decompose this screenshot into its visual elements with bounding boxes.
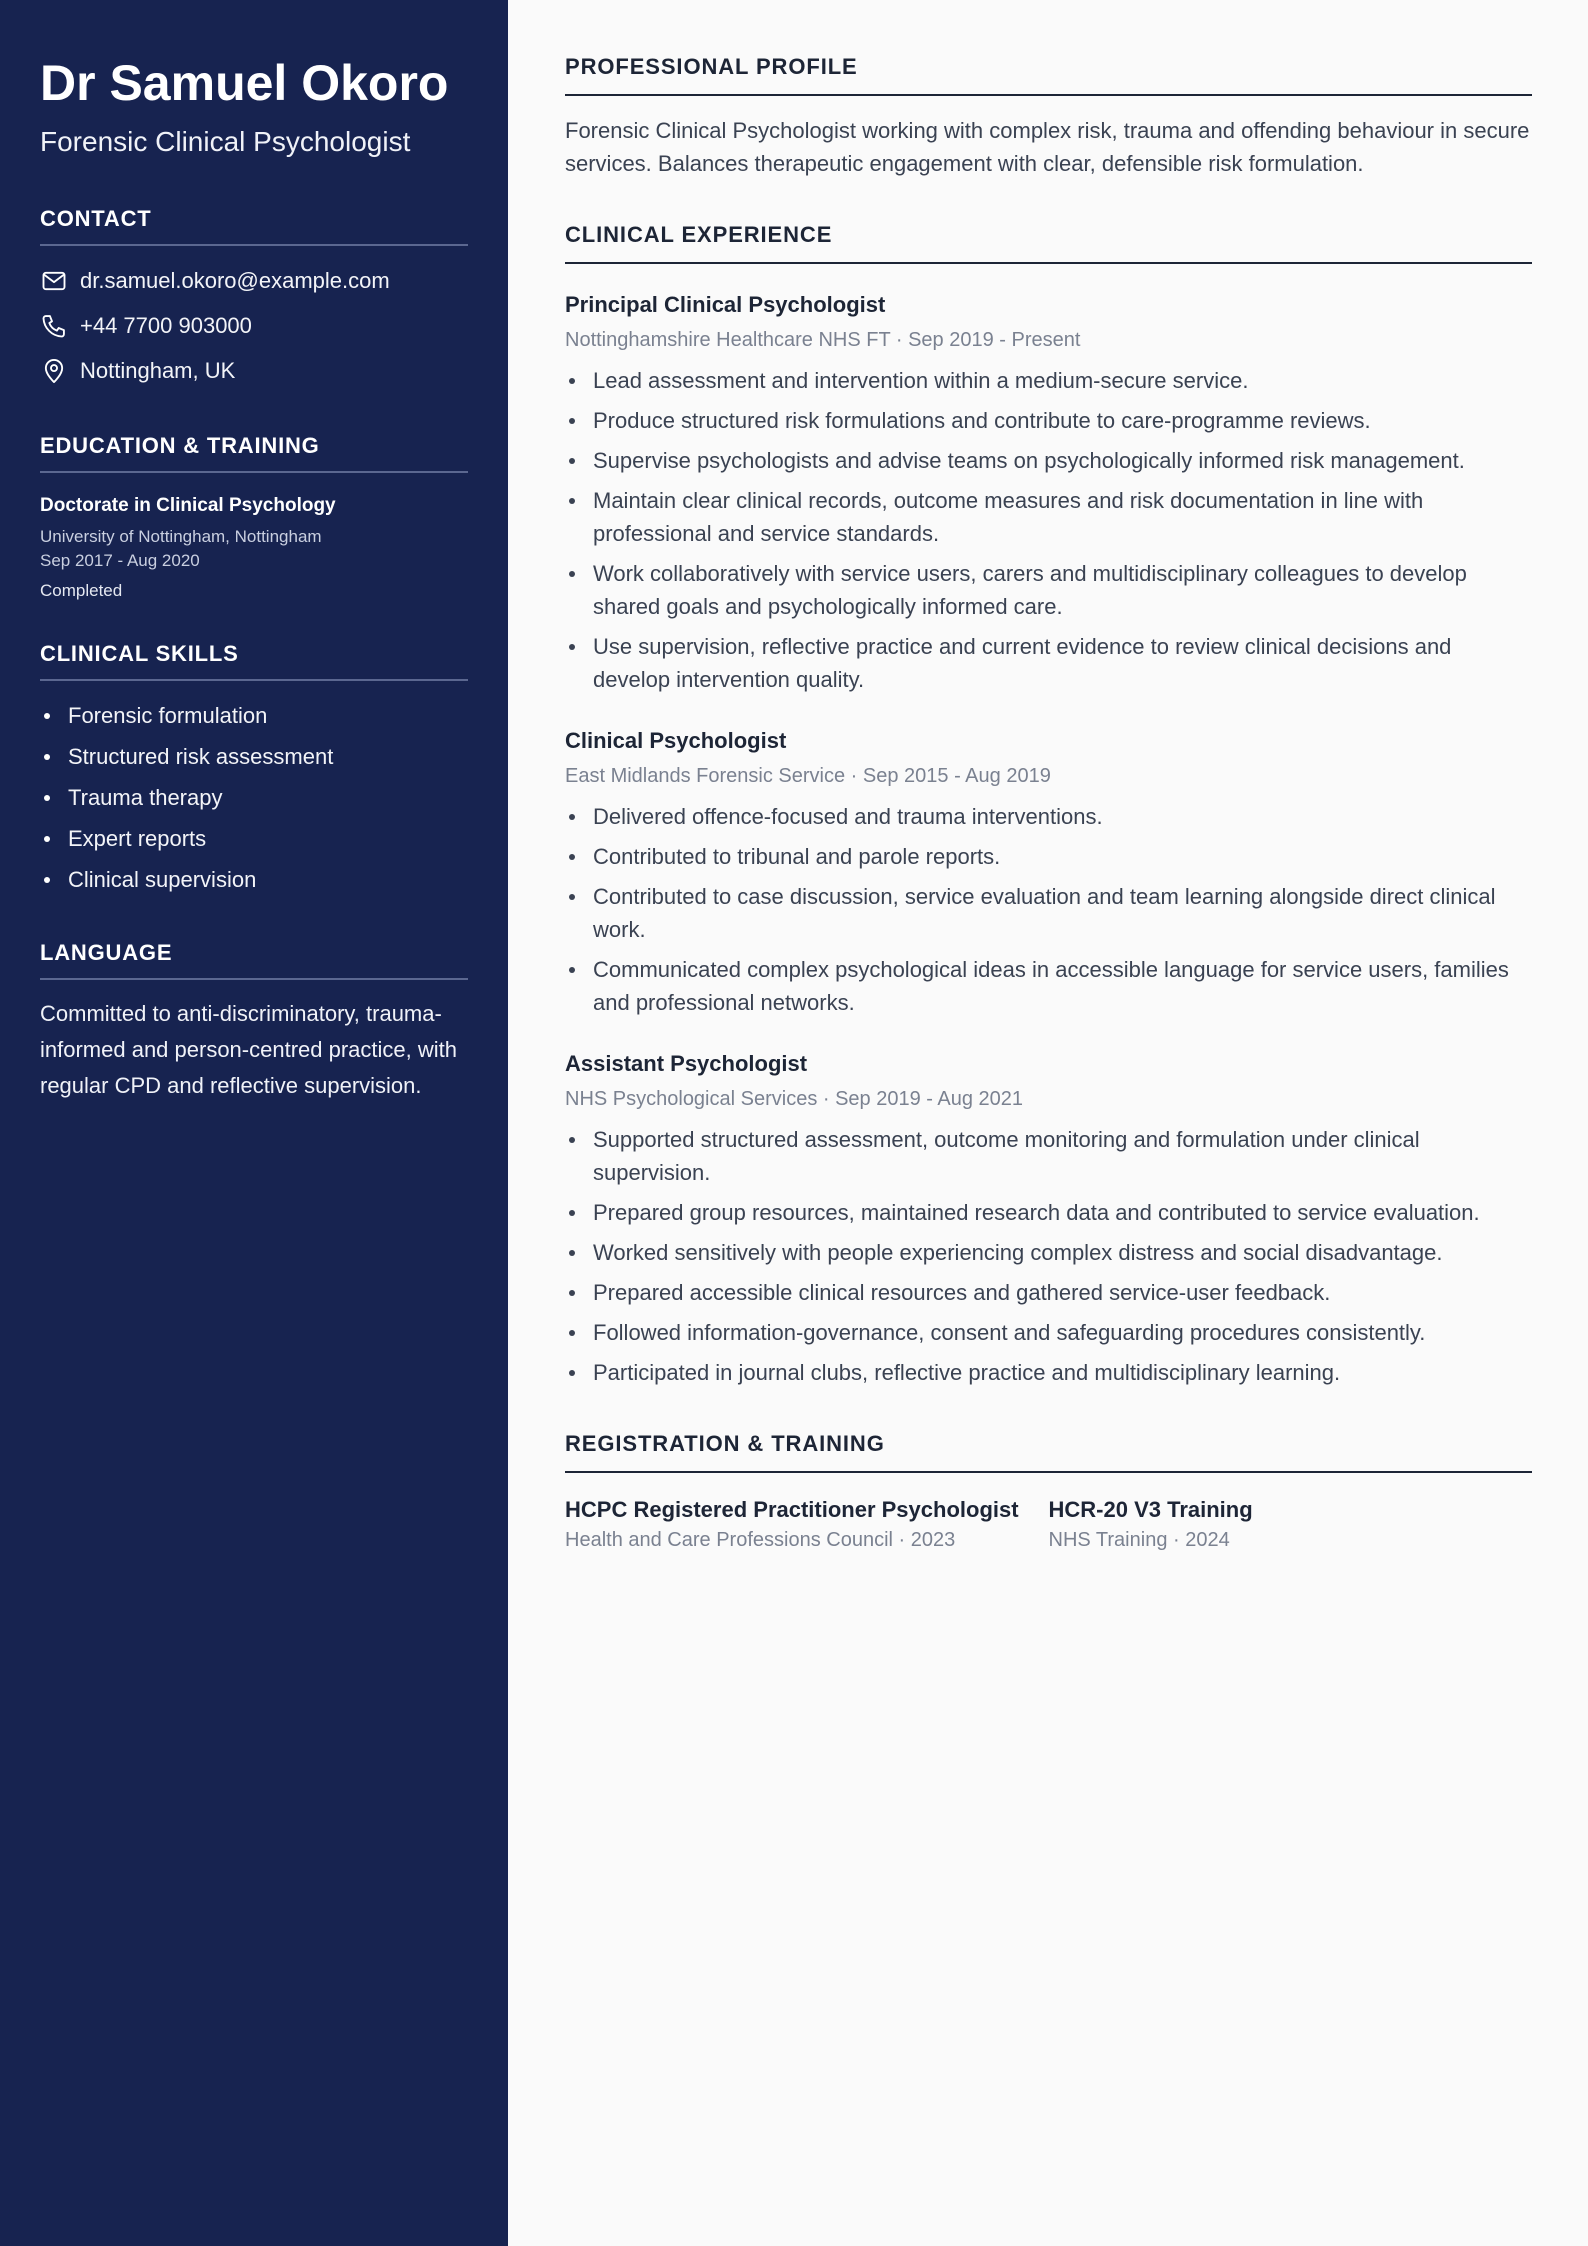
education-dates: Sep 2017 - Aug 2020 xyxy=(40,551,200,570)
education-degree: Doctorate in Clinical Psychology xyxy=(40,495,336,516)
job-title: Clinical Psychologist xyxy=(565,728,787,753)
job-bullet: Supported structured assessment, outcome monitoring and formulation under clinical supervision. xyxy=(565,1123,1532,1189)
contact-phone[interactable] xyxy=(40,303,468,348)
profile-text: Forensic Clinical Psychologist working with complex risk, trauma and offending behaviour in secure services. Balances therapeutic engagement with clear, defensible risk formulation. xyxy=(565,118,1530,176)
job-entry xyxy=(565,1049,1532,1389)
skill-item: Trauma therapy xyxy=(40,777,468,818)
contact-phone-text: +44 7700 903000 xyxy=(80,312,252,338)
registration-meta: NHS Training · 2024 xyxy=(1048,1529,1230,1551)
location-pin-icon xyxy=(40,357,68,385)
contact-email[interactable] xyxy=(40,258,468,303)
job-title: Principal Clinical Psychologist xyxy=(565,292,886,317)
job-bullet: Prepared accessible clinical resources and gathered service-user feedback. xyxy=(565,1276,1532,1309)
education-school: University of Nottingham, Nottingham xyxy=(40,527,322,546)
contact-email-text: dr.samuel.okoro@example.com xyxy=(80,267,390,293)
skills-heading: CLINICAL SKILLS xyxy=(40,641,468,681)
job-meta: NHS Psychological Services · Sep 2019 - Aug 2021 xyxy=(565,1088,1024,1110)
registration-item xyxy=(1049,1495,1533,1552)
contact-location xyxy=(40,348,468,393)
job-meta: Nottinghamshire Healthcare NHS FT · Sep 2019 - Present xyxy=(565,329,1081,351)
job-bullet: Contributed to case discussion, service evaluation and team learning alongside direct clinical work. xyxy=(565,880,1532,946)
candidate-name: Dr Samuel Okoro xyxy=(40,55,449,111)
job-bullet: Delivered offence-focused and trauma interventions. xyxy=(565,800,1532,833)
job-bullet: Participated in journal clubs, reflective practice and multidisciplinary learning. xyxy=(565,1356,1532,1389)
skill-item: Structured risk assessment xyxy=(40,736,468,777)
contact-heading: CONTACT xyxy=(40,206,468,246)
job-bullet: Followed information-governance, consent and safeguarding procedures consistently. xyxy=(565,1316,1532,1349)
language-text: Committed to anti-discriminatory, trauma-informed and person-centred practice, with regular CPD and reflective supervision. xyxy=(40,1001,457,1098)
job-entry xyxy=(565,726,1532,1019)
job-bullet: Communicated complex psychological ideas in accessible language for service users, families and professional networks. xyxy=(565,953,1532,1019)
skill-item: Expert reports xyxy=(40,818,468,859)
registration-heading: REGISTRATION & TRAINING xyxy=(565,1431,1532,1473)
skill-item: Forensic formulation xyxy=(40,695,468,736)
profile-section xyxy=(565,54,1532,180)
education-section xyxy=(40,433,468,601)
registration-title: HCR-20 V3 Training xyxy=(1048,1497,1253,1522)
experience-section xyxy=(565,222,1532,1389)
contact-location-text: Nottingham, UK xyxy=(80,357,236,383)
main-content xyxy=(508,0,1588,2246)
education-status: Completed xyxy=(40,581,123,600)
job-bullets xyxy=(565,800,1532,1019)
job-bullets xyxy=(565,1123,1532,1389)
skill-item: Clinical supervision xyxy=(40,859,468,900)
phone-icon xyxy=(40,312,68,340)
skills-section xyxy=(40,641,468,900)
profile-heading: PROFESSIONAL PROFILE xyxy=(565,54,1532,96)
sidebar xyxy=(0,0,508,2246)
language-heading: LANGUAGE xyxy=(40,940,468,980)
job-bullet: Work collaboratively with service users, carers and multidisciplinary colleagues to develop shared goals and psychologically informed care. xyxy=(565,557,1532,623)
job-bullet: Prepared group resources, maintained research data and contributed to service evaluation. xyxy=(565,1196,1532,1229)
job-bullet: Supervise psychologists and advise teams on psychologically informed risk management. xyxy=(565,444,1532,477)
job-bullet: Contributed to tribunal and parole reports. xyxy=(565,840,1532,873)
candidate-role: Forensic Clinical Psychologist xyxy=(40,126,411,157)
registration-meta: Health and Care Professions Council · 2023 xyxy=(565,1529,956,1551)
language-section xyxy=(40,940,468,1104)
job-title: Assistant Psychologist xyxy=(565,1051,808,1076)
registration-item xyxy=(565,1495,1049,1552)
contact-section xyxy=(40,206,468,393)
registration-grid xyxy=(565,1495,1532,1552)
education-heading: EDUCATION & TRAINING xyxy=(40,433,468,473)
job-bullet: Maintain clear clinical records, outcome measures and risk documentation in line with professional and service standards. xyxy=(565,484,1532,550)
job-entry xyxy=(565,290,1532,696)
mail-icon xyxy=(40,267,68,295)
registration-title: HCPC Registered Practitioner Psychologist xyxy=(565,1497,1019,1522)
job-bullet: Worked sensitively with people experiencing complex distress and social disadvantage. xyxy=(565,1236,1532,1269)
job-bullets xyxy=(565,364,1532,696)
job-meta: East Midlands Forensic Service · Sep 2015 - Aug 2019 xyxy=(565,765,1051,787)
skills-list xyxy=(40,695,468,900)
job-bullet: Produce structured risk formulations and contribute to care-programme reviews. xyxy=(565,404,1532,437)
registration-section xyxy=(565,1431,1532,1552)
job-bullet: Lead assessment and intervention within a medium-secure service. xyxy=(565,364,1532,397)
experience-heading: CLINICAL EXPERIENCE xyxy=(565,222,1532,264)
job-bullet: Use supervision, reflective practice and current evidence to review clinical decisions and develop intervention quality. xyxy=(565,630,1532,696)
